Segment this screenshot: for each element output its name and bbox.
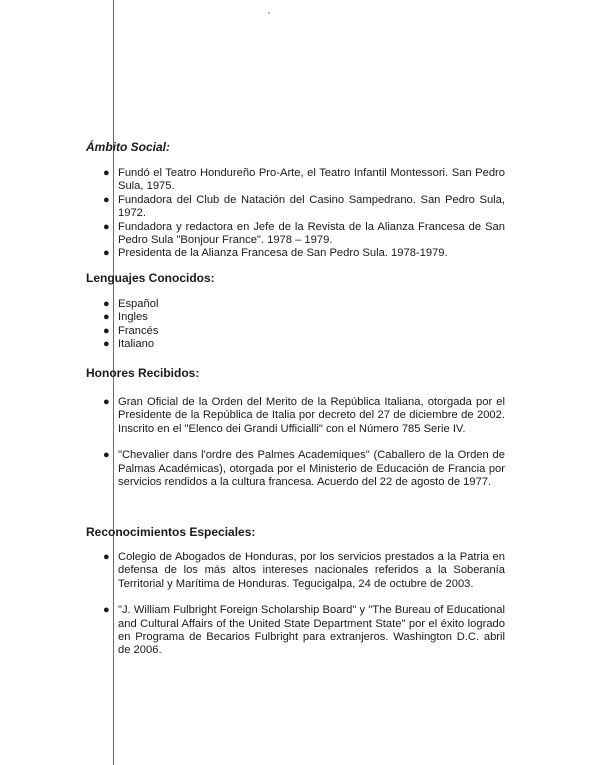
list-item: ● Fundadora del Club de Natación del Casino Sampedrano. San Pedro Sula, 1972.: [103, 193, 505, 220]
list-honores: [100, 396, 505, 489]
list-item: ● Español: [103, 298, 159, 310]
heading-lenguajes: Lenguajes Conocidos:: [86, 271, 215, 285]
bullet-icon: ●: [103, 220, 110, 233]
bullet-icon: ●: [103, 247, 110, 260]
bullet-icon: ●: [103, 167, 110, 179]
list-ambito-social: [100, 167, 505, 261]
bullet-icon: ●: [103, 449, 110, 462]
list-item: ● Fundó el Teatro Hondureño Pro-Arte, el Teatro Infantil Montessori. San Pedro Sula, 1975.: [103, 167, 505, 193]
bullet-icon: ●: [103, 551, 110, 563]
bullet-icon: ●: [103, 396, 110, 408]
list-item: ● Francés: [103, 324, 159, 337]
list-item: ● Gran Oficial de la Orden del Merito de la República Italiana, otorgada por el Presidente de la República de Italia por decreto del 27 de diciembre de 2002. Inscrito en el "Elenco dei Grandi Ufficialli" con el Número 785 Serie IV.: [103, 396, 505, 435]
list-item: ● Fundadora y redactora en Jefe de la Revista de la Alianza Francesa de San Pedro Sula "Bonjour France". 1978 – 1979.: [103, 220, 505, 247]
bullet-icon: ●: [103, 298, 110, 310]
list-reconocimientos: [100, 551, 505, 658]
bullet-icon: ●: [103, 338, 110, 351]
heading-ambito-social: Ámbito Social:: [86, 140, 171, 154]
heading-honores: Honores Recibidos:: [86, 366, 200, 380]
list-item: ● Colegio de Abogados de Honduras, por los servicios prestados a la Patria en defensa de los más altos intereses nacionales referidos a la Soberanía Territorial y Marítima de Honduras. Tegucigalpa, 24 de octubre de 2003.: [103, 551, 505, 590]
bullet-icon: ●: [103, 193, 110, 206]
list-item: ● Presidenta de la Alianza Francesa de San Pedro Sula. 1978-1979.: [103, 247, 448, 260]
list-lenguajes: [100, 298, 505, 352]
list-item: ● "Chevalier dans l'ordre des Palmes Academiques" (Caballero de la Orden de Palmas Académicas), otorgada por el Ministerio de Educación de Francia por servicios rendidos a la cultura francesa. Acuerdo del 22 de agosto de 1977.: [103, 449, 505, 489]
heading-reconocimientos: Reconocimientos Especiales:: [86, 525, 256, 539]
list-item: ● "J. William Fulbright Foreign Scholarship Board" y "The Bureau of Educational and Cultural Affairs of the United State Department State" por el éxito logrado en Programa de Becarios Fulbright para extranjeros. Washington D.C. abril de 2006.: [103, 604, 505, 657]
bullet-icon: ●: [103, 604, 110, 617]
list-item: ● Italiano: [103, 338, 155, 351]
bullet-icon: ●: [103, 311, 110, 324]
list-item: ● Ingles: [103, 311, 148, 324]
bullet-icon: ●: [103, 324, 110, 337]
scan-speck: [268, 12, 270, 14]
